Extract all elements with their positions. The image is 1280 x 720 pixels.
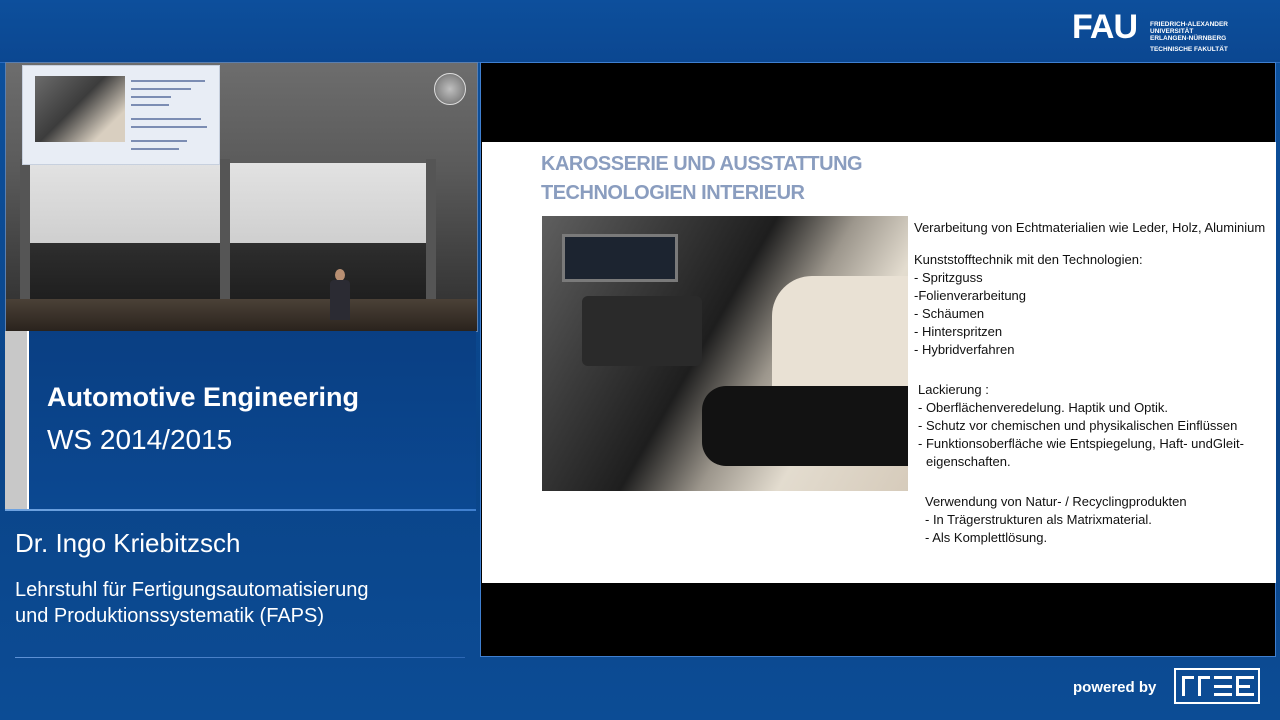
rrze-logo-stroke — [1198, 676, 1201, 696]
rrze-logo-stroke — [1236, 676, 1239, 696]
projected-text-line — [131, 148, 179, 150]
course-term: WS 2014/2015 — [47, 424, 233, 455]
rrze-logo-stroke — [1182, 676, 1194, 679]
projected-text-line — [131, 80, 205, 82]
fau-logo-line: UNIVERSITÄT — [1150, 28, 1194, 35]
lecturer-figure — [328, 269, 352, 321]
lecture-desk — [6, 299, 477, 331]
slide-list-item: eigenschaften. — [926, 454, 1011, 469]
university-seal-icon — [434, 73, 466, 105]
lecture-camera-view — [5, 62, 478, 332]
fau-logo-mark: FAU — [1072, 8, 1137, 46]
slide-list-item: - Oberflächenveredelung. Haptik und Optik. — [918, 400, 1169, 415]
rrze-logo-stroke — [1214, 693, 1232, 696]
lecturer-body — [330, 280, 350, 320]
car-armrest — [702, 386, 908, 466]
car-seat — [772, 276, 908, 386]
powered-by-label: powered by — [1073, 679, 1157, 696]
projected-text-line — [131, 88, 191, 90]
board-pillar — [220, 159, 230, 309]
lecturer-name: Dr. Ingo Kriebitzsch — [15, 528, 241, 558]
panel-divider — [5, 509, 476, 511]
slide-list-item: - Hinterspritzen — [914, 324, 1003, 339]
rrze-logo-stroke — [1214, 676, 1232, 679]
panel-divider — [15, 657, 465, 658]
car-interior-image — [542, 216, 908, 491]
slide-text-lackierung-heading: Lackierung : — [918, 382, 989, 397]
fau-logo-line: ERLANGEN-NÜRNBERG — [1150, 35, 1227, 42]
slide-list-item: - Als Komplettlösung. — [925, 530, 1048, 545]
slide-list-item: - In Trägerstrukturen als Matrixmaterial. — [925, 512, 1152, 527]
rrze-logo-icon — [1174, 668, 1260, 704]
projected-text-line — [131, 126, 207, 128]
projected-text-line — [131, 96, 171, 98]
course-info-panel — [5, 331, 476, 509]
course-title: Automotive Engineering — [47, 382, 360, 412]
slide-heading — [541, 150, 862, 208]
slide-text-natur-heading: Verwendung von Natur- / Recyclingprodukten — [925, 494, 1187, 509]
slide-list-item: - Schutz vor chemischen und physikalischen Einflüssen — [918, 418, 1238, 433]
board-pillar — [20, 159, 30, 309]
fau-logo-faculty: TECHNISCHE FAKULTÄT — [1150, 46, 1228, 53]
slide-list-item: -Folienverarbeitung — [914, 288, 1027, 303]
fau-logo-university-name — [1150, 21, 1242, 42]
projected-text-line — [131, 104, 169, 106]
slide-list-item: - Hybridverfahren — [914, 342, 1015, 357]
slide-heading-line2: TECHNOLOGIEN INTERIEUR — [541, 182, 805, 204]
projected-slide-image — [35, 76, 125, 142]
course-info-accent-line — [27, 331, 29, 509]
slide-text-kunststoff-heading: Kunststofftechnik mit den Technologien: — [914, 252, 1143, 267]
course-info-accent — [5, 331, 27, 509]
board-pillar — [426, 159, 436, 309]
chair-name-line2: und Produktionssystematik (FAPS) — [15, 605, 325, 627]
car-display — [562, 234, 678, 282]
rrze-logo-stroke — [1214, 685, 1232, 688]
projected-text-line — [131, 140, 187, 142]
rrze-logo-stroke — [1198, 676, 1210, 679]
chair-name-line1: Lehrstuhl für Fertigungsautomatisierung — [15, 579, 369, 601]
slide-text-materials: Verarbeitung von Echtmaterialien wie Leder, Holz, Aluminium — [914, 220, 1266, 235]
projected-slide — [22, 65, 220, 165]
fau-logo — [1072, 10, 1242, 56]
slide-list-item: - Schäumen — [914, 306, 985, 321]
slide-list-item: - Spritzguss — [914, 270, 983, 285]
slide-heading-line1: KAROSSERIE UND AUSSTATTUNG — [541, 153, 863, 175]
fau-logo-line: FRIEDRICH-ALEXANDER — [1150, 21, 1228, 28]
slide-list-item: - Funktionsoberfläche wie Entspiegelung, Haft- undGleit- — [918, 436, 1244, 451]
rrze-logo-stroke — [1182, 676, 1185, 696]
car-center-console — [582, 296, 702, 366]
presentation-slide — [482, 142, 1276, 583]
projected-text-line — [131, 118, 201, 120]
